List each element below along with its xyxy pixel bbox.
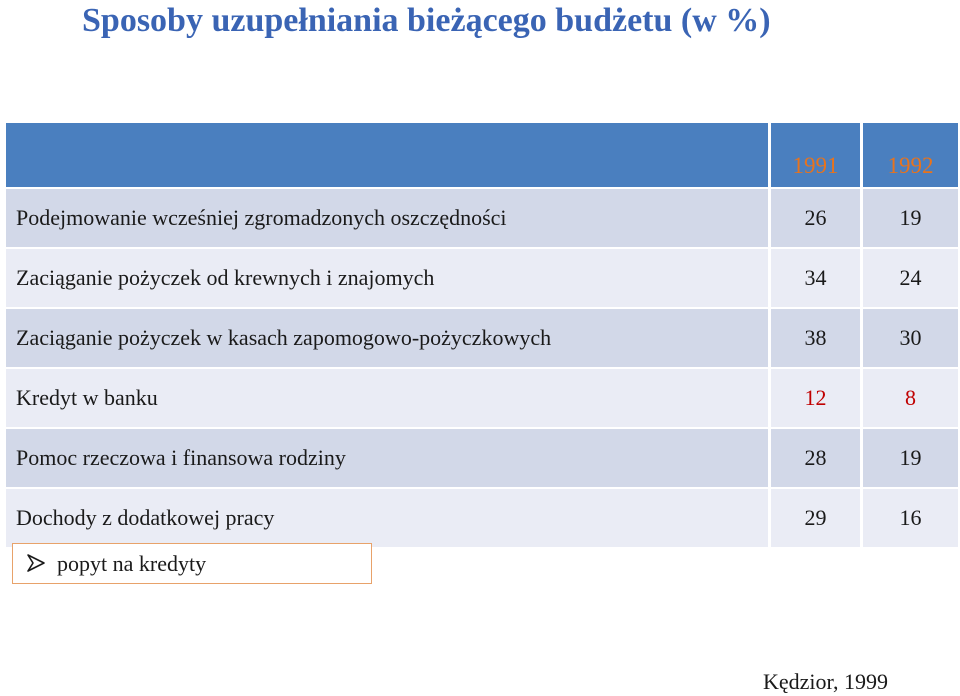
value-1991: 12: [768, 369, 860, 429]
value-1992: 30: [860, 309, 958, 369]
table-row: [6, 489, 958, 549]
row-label: Kredyt w banku: [6, 369, 768, 429]
page-title: Sposoby uzupełniania bieżącego budżetu (w %): [82, 2, 771, 39]
table-row: [6, 249, 958, 309]
row-label: Zaciąganie pożyczek od krewnych i znajomych: [6, 249, 768, 309]
value-1992: 16: [860, 489, 958, 549]
table-header-row: [6, 123, 958, 189]
note-box: [12, 543, 372, 584]
header-year-1992: 1992: [860, 123, 958, 189]
source-citation: Kędzior, 1999: [763, 669, 888, 694]
arrow-bullet-icon: [25, 552, 47, 574]
header-year-1991: 1991: [768, 123, 860, 189]
value-1992: 24: [860, 249, 958, 309]
row-label: Pomoc rzeczowa i finansowa rodziny: [6, 429, 768, 489]
header-label-cell: [6, 123, 768, 189]
value-1991: 34: [768, 249, 860, 309]
row-label: Dochody z dodatkowej pracy: [6, 489, 768, 549]
table-row: [6, 189, 958, 249]
value-1991: 26: [768, 189, 860, 249]
table-row: [6, 429, 958, 489]
budget-table: [6, 123, 958, 549]
note-text: popyt na kredyty: [57, 551, 207, 576]
value-1991: 38: [768, 309, 860, 369]
value-1992: 19: [860, 189, 958, 249]
row-label: Podejmowanie wcześniej zgromadzonych oszczędności: [6, 189, 768, 249]
value-1991: 29: [768, 489, 860, 549]
table-row: [6, 369, 958, 429]
value-1992: 19: [860, 429, 958, 489]
table-row: [6, 309, 958, 369]
row-label: Zaciąganie pożyczek w kasach zapomogowo-pożyczkowych: [6, 309, 768, 369]
value-1991: 28: [768, 429, 860, 489]
value-1992: 8: [860, 369, 958, 429]
